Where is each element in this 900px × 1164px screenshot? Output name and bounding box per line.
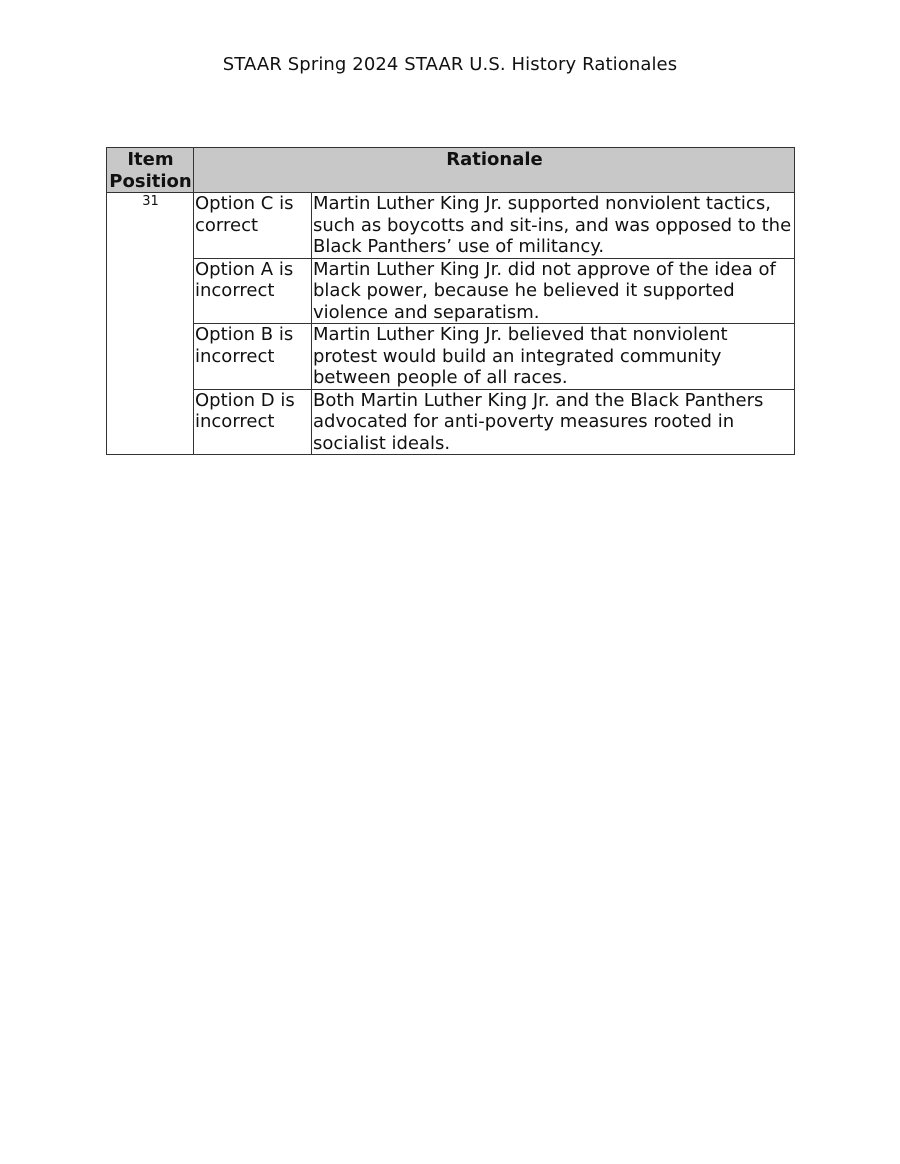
rationale-text: Martin Luther King Jr. supported nonviolent tactics, such as boycotts and sit-ins, and was opposed to the Black Panthers’ use of militancy. bbox=[312, 193, 795, 259]
rationale-text: Martin Luther King Jr. did not approve of the idea of black power, because he believed it supported violence and separatism. bbox=[312, 258, 795, 324]
item-position-header: Item Position bbox=[107, 148, 194, 193]
option-label: Option C is correct bbox=[194, 193, 312, 259]
option-label: Option D is incorrect bbox=[194, 389, 312, 455]
option-label: Option B is incorrect bbox=[194, 324, 312, 390]
table-row bbox=[107, 389, 795, 455]
rationale-text: Both Martin Luther King Jr. and the Black Panthers advocated for anti-poverty measures rooted in socialist ideals. bbox=[312, 389, 795, 455]
table-row bbox=[107, 193, 795, 259]
option-label: Option A is incorrect bbox=[194, 258, 312, 324]
item-position-value: 31 bbox=[107, 193, 194, 455]
document-title: STAAR Spring 2024 STAAR U.S. History Rationales bbox=[222, 54, 678, 75]
rationale-text: Martin Luther King Jr. believed that nonviolent protest would build an integrated community between people of all races. bbox=[312, 324, 795, 390]
rationale-table bbox=[106, 147, 795, 455]
table-row bbox=[107, 258, 795, 324]
rationale-header: Rationale bbox=[194, 148, 795, 193]
table-header-row bbox=[107, 148, 795, 193]
table-row bbox=[107, 324, 795, 390]
